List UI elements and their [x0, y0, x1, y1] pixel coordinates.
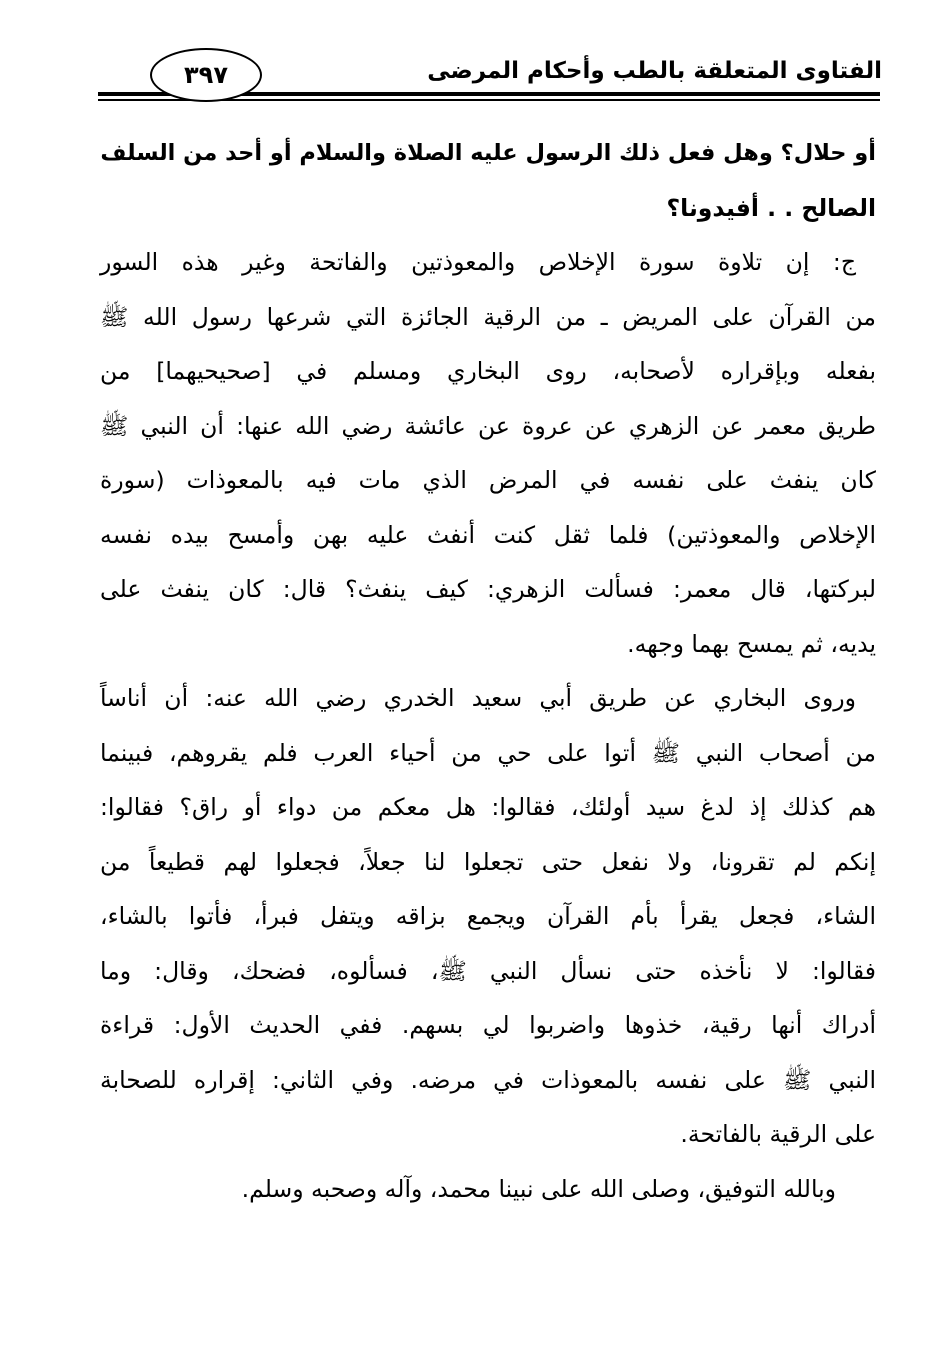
- text-line: أو حلال؟ وهل فعل ذلك الرسول عليه الصلاة والسلام أو أحد من السلف: [100, 140, 876, 166]
- body-text: [100, 126, 876, 1216]
- text-line: من أصحاب النبي ﷺ أتوا على حي من أحياء العرب فلم يقروهم، فبينما: [100, 738, 876, 767]
- text-line: يديه، ثم يمسح بهما وجهه.: [627, 629, 876, 658]
- text-line: لبركتها، قال معمر: فسألت الزهري: كيف ينفث؟ قال: كان ينفث على: [100, 575, 876, 603]
- text-line: إنكم لم تقرونا، ولا نفعل حتى تجعلوا لنا جعلاً، فجعلوا لهم قطيعاً من: [100, 847, 876, 876]
- text-line: الشاء، فجعل يقرأ بأم القرآن ويجمع بزاقه ويتفل فبرأ، فأتوا بالشاء،: [100, 902, 876, 930]
- text-line: الإخلاص والمعوذتين) فلما ثقل كنت أنفث عليه بهن وأمسح بيده نفسه: [100, 520, 876, 549]
- text-line: على الرقية بالفاتحة.: [680, 1120, 876, 1148]
- text-line: فقالوا: لا نأخذه حتى نسأل النبي ﷺ، فسألوه، فضحك، وقال: وما: [100, 956, 876, 985]
- text-line: وبالله التوفيق، وصلى الله على نبينا محمد، وآله وصحبه وسلم.: [241, 1174, 836, 1203]
- text-line: من القرآن على المريض ـ من الرقية الجائزة التي شرعها رسول الله ﷺ: [100, 302, 876, 331]
- text-line: ج: إن تلاوة سورة الإخلاص والمعوذتين والفاتحة وغير هذه السور: [100, 248, 856, 276]
- text-line: طريق معمر عن الزهري عن عروة عن عائشة رضي الله عنها: أن النبي ﷺ: [100, 411, 876, 440]
- text-line: بفعله وبإقراره لأصحابه، روى البخاري ومسلم في [صحيحيهما] من: [100, 357, 876, 385]
- text-line: كان ينفث على نفسه في المرض الذي مات فيه بالمعوذات (سورة: [100, 466, 876, 494]
- text-line: وروى البخاري عن طريق أبي سعيد الخدري رضي الله عنه: أن أناساً: [100, 684, 856, 712]
- running-header-title: الفتاوى المتعلقة بالطب وأحكام المرضى: [427, 58, 882, 84]
- text-line: الصالح . . أفيدونا؟: [666, 193, 876, 222]
- text-line: أدراك أنها رقية، خذوها واضربوا لي بسهم. ففي الحديث الأول: قراءة: [100, 1011, 876, 1039]
- text-line: النبي ﷺ على نفسه بالمعوذات في مرضه. وفي الثاني: إقراره للصحابة: [100, 1065, 876, 1094]
- page-number: ٣٩٧: [150, 48, 262, 102]
- text-line: هم كذلك إذ لدغ سيد أولئك، فقالوا: هل معكم من دواء أو راق؟ فقالوا:: [100, 793, 876, 821]
